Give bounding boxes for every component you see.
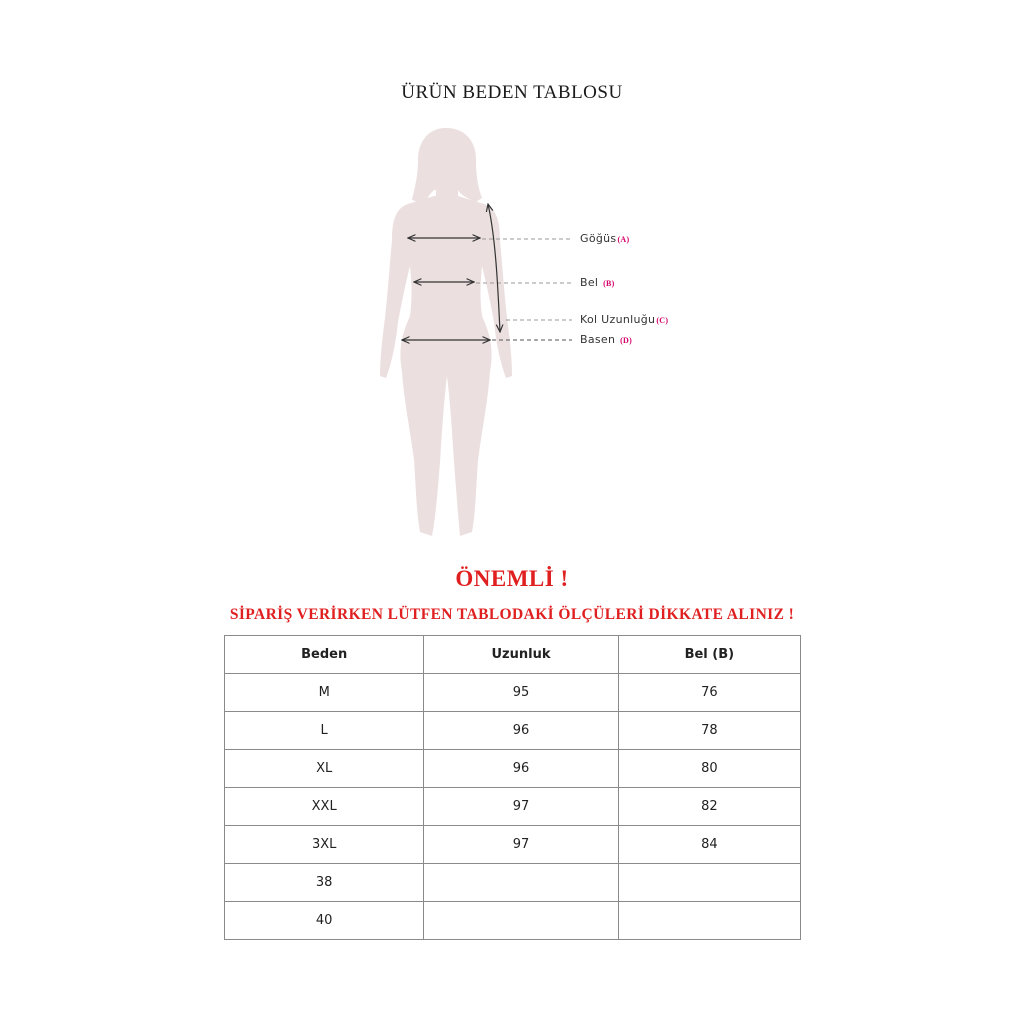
table-cell-length: 95 xyxy=(424,674,618,712)
measurement-label-hip xyxy=(580,333,632,346)
important-notice-title: ÖNEMLİ ! xyxy=(455,566,569,591)
table-row xyxy=(225,864,801,902)
measurement-label-chest xyxy=(580,232,629,245)
woman-silhouette-icon xyxy=(380,128,512,536)
table-row xyxy=(225,750,801,788)
table-cell-size: 38 xyxy=(225,864,424,902)
table-cell-waist xyxy=(618,864,800,902)
page-title: ÜRÜN BEDEN TABLOSU xyxy=(401,82,623,103)
important-notice-subtitle: SİPARİŞ VERİRKEN LÜTFEN TABLODAKİ ÖLÇÜLERİ DİKKATE ALINIZ ! xyxy=(229,606,795,623)
table-cell-waist: 80 xyxy=(618,750,800,788)
column-header-waist: Bel (B) xyxy=(618,636,800,674)
measurement-letter: (C) xyxy=(656,316,669,325)
table-cell-size: 40 xyxy=(225,902,424,940)
table-cell-length: 96 xyxy=(424,750,618,788)
table-cell-size: M xyxy=(225,674,424,712)
measurement-name: Bel xyxy=(580,276,603,289)
table-row xyxy=(225,674,801,712)
table-cell-size: XXL xyxy=(225,788,424,826)
table-cell-length xyxy=(424,864,618,902)
table-cell-length: 96 xyxy=(424,712,618,750)
measurement-label-waist xyxy=(580,276,615,289)
table-cell-size: XL xyxy=(225,750,424,788)
measurement-name: Göğüs xyxy=(580,232,617,245)
table-cell-length: 97 xyxy=(424,788,618,826)
table-row xyxy=(225,712,801,750)
table-header-row xyxy=(225,636,801,674)
measurement-label-sleeve-length xyxy=(580,313,668,326)
table-cell-waist: 84 xyxy=(618,826,800,864)
column-header-size: Beden xyxy=(225,636,424,674)
measurement-name: Kol Uzunluğu xyxy=(580,313,656,326)
table-row xyxy=(225,902,801,940)
table-cell-length: 97 xyxy=(424,826,618,864)
table-cell-length xyxy=(424,902,618,940)
table-cell-waist: 76 xyxy=(618,674,800,712)
measurement-letter: (D) xyxy=(620,336,633,345)
measurement-letter: (A) xyxy=(617,235,630,244)
table-row xyxy=(225,788,801,826)
measurement-letter: (B) xyxy=(603,279,615,288)
table-cell-waist: 78 xyxy=(618,712,800,750)
size-table xyxy=(224,635,801,940)
table-cell-waist: 82 xyxy=(618,788,800,826)
measurement-name: Basen xyxy=(580,333,620,346)
table-cell-waist xyxy=(618,902,800,940)
table-row xyxy=(225,826,801,864)
column-header-length: Uzunluk xyxy=(424,636,618,674)
table-cell-size: L xyxy=(225,712,424,750)
table-cell-size: 3XL xyxy=(225,826,424,864)
